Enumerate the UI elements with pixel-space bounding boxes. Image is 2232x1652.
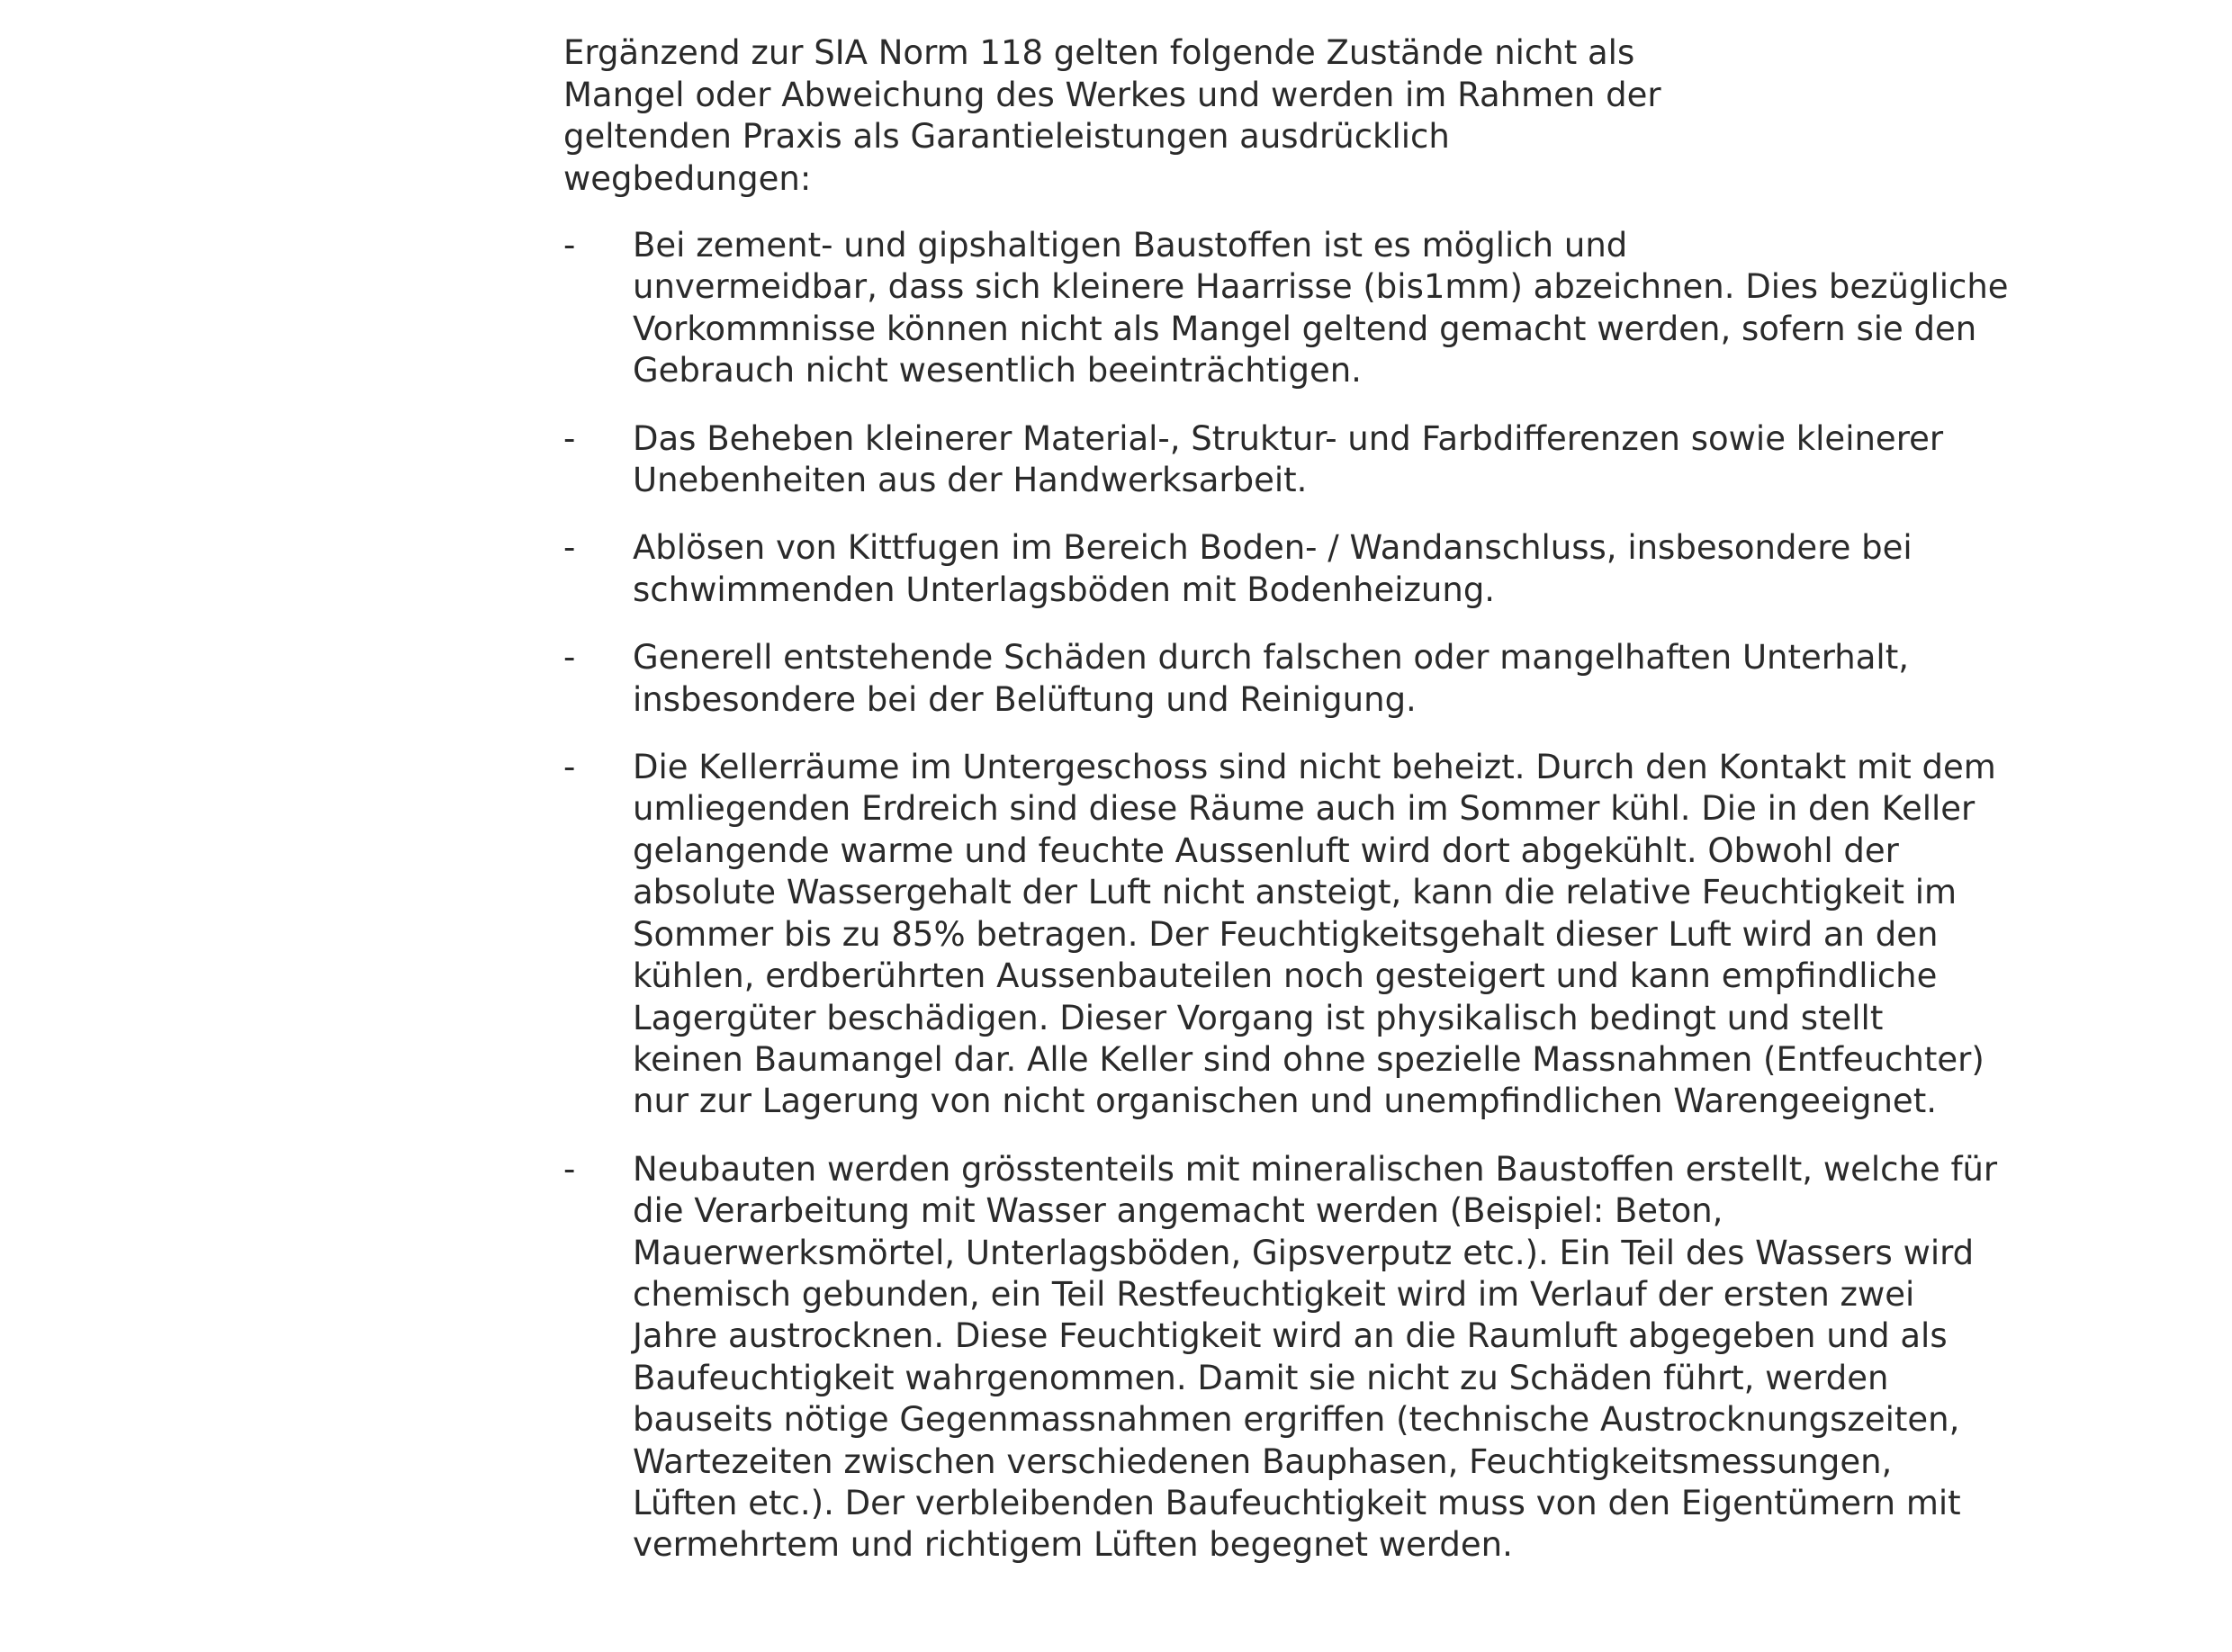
list-item-text: Generell entstehende Schäden durch falschen oder mangelhaften Unterhalt, insbesondere bei der Belüftung und Reinigung. <box>633 638 1909 719</box>
list-item <box>563 225 2093 392</box>
list-bullet: - <box>563 528 576 568</box>
list-bullet: - <box>563 1149 576 1189</box>
list-item-text: Die Kellerräume im Untergeschoss sind nicht beheizt. Durch den Kontakt mit dem umliegenden Erdreich sind diese Räume auch im Sommer kühl. Die in den Keller gelangende warme und feuchte Aussenluft wird dort abgekühlt. Obwohl der absolute Wassergehalt der Luft nicht ansteigt, kann die relative Feuchtigkeit im Sommer bis zu 85% betragen. Der Feuchtigkeitsgehalt dieser Luft wird an den kühlen, erdberührten Aussenbauteilen noch gesteigert und kann empfindliche Lagergüter beschädigen. Dieser Vorgang ist physikalisch bedingt und stellt keinen Baumangel dar. Alle Keller sind ohne spezielle Massnahmen (Entfeuchter) nur zur Lagerung von nicht organischen und unempfindlichen Warengeeignet. <box>633 748 1996 1121</box>
list-item <box>563 747 2093 1123</box>
list-bullet: - <box>563 226 576 265</box>
list-item <box>563 418 2093 502</box>
list-item-text: Das Beheben kleinerer Material-, Struktur- und Farbdifferenzen sowie kleinerer Unebenheiten aus der Handwerksarbeit. <box>633 418 1944 500</box>
list-item-text: Bei zement- und gipshaltigen Baustoffen ist es möglich und unvermeidbar, dass sich kleinere Haarrisse (bis1mm) abzeichnen. Dies bezügliche Vorkommnisse können nicht als Mangel geltend gemacht werden, sofern sie den Gebrauch nicht wesentlich beeinträchtigen. <box>633 226 2009 391</box>
list-item-text: Neubauten werden grösstenteils mit mineralischen Baustoffen erstellt, welche für die Verarbeitung mit Wasser angemacht werden (Beispiel: Beton, Mauerwerksmörtel, Unterlagsböden, Gipsverputz etc.). Ein Teil des Wassers wird chemisch gebunden, ein Teil Restfeuchtigkeit wird im Verlauf der ersten zwei Jahre austrocknen. Diese Feuchtigkeit wird an die Raumluft abgegeben und als Baufeuchtigkeit wahrgenommen. Damit sie nicht zu Schäden führt, werden bauseits nötige Gegenmassnahmen ergriffen (technische Austrocknungszeiten, Wartezeiten zwischen verschiedenen Bauphasen, Feuchtigkeitsmessungen, Lüften etc.). Der verbleibenden Baufeuchtigkeit muss von den Eigentümern mit vermehrtem und richtigem Lüften begegnet werden. <box>633 1149 1998 1565</box>
exclusion-list <box>563 225 2093 1567</box>
document-page <box>563 32 2093 1593</box>
list-item-text: Ablösen von Kittfugen im Bereich Boden- / Wandanschluss, insbesondere bei schwimmenden Unterlagsböden mit Bodenheizung. <box>633 528 1912 609</box>
list-item <box>563 637 2093 721</box>
list-bullet: - <box>563 748 576 787</box>
list-item <box>563 1149 2093 1567</box>
intro-paragraph: Ergänzend zur SIA Norm 118 gelten folgende Zustände nicht als Mangel oder Abweichung des Werkes und werden im Rahmen der geltenden Praxis als Garantieleistungen ausdrücklich wegbedungen: <box>563 33 1661 198</box>
list-bullet: - <box>563 418 576 458</box>
list-item <box>563 527 2093 611</box>
list-bullet: - <box>563 638 576 678</box>
